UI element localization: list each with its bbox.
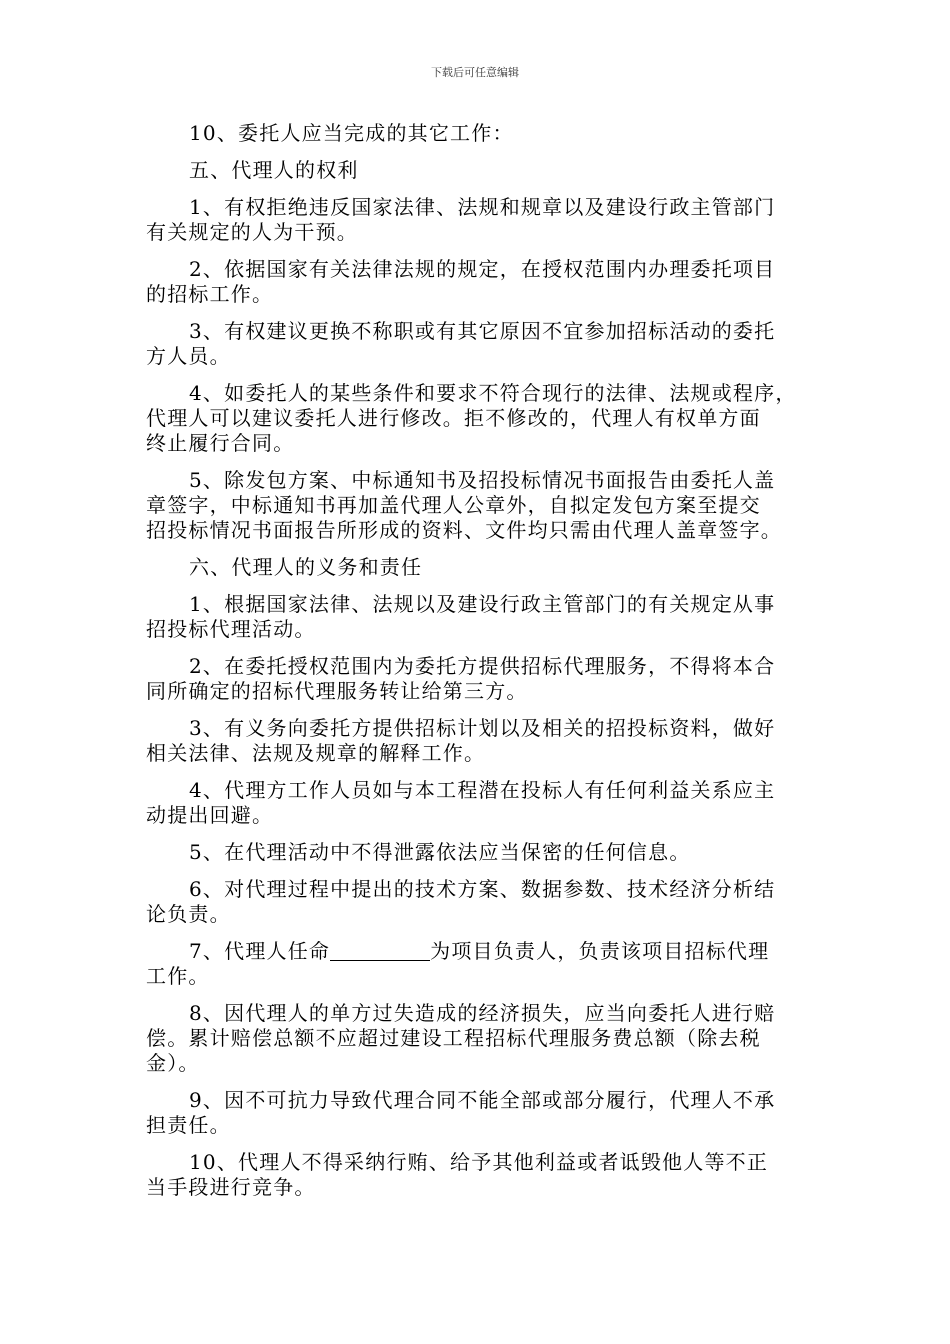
- text-line: 2、在委托授权范围内为委托方提供招标代理服务，不得将本合: [189, 654, 776, 678]
- text-line: 相关法律、法规及规章的解释工作。: [146, 741, 486, 765]
- text-line: 章签字，中标通知书再加盖代理人公章外，自拟定发包方案至提交: [146, 493, 761, 517]
- text-line: 担责任。: [146, 1113, 231, 1137]
- clause-right-5: [146, 468, 806, 543]
- text-line: 8、因代理人的单方过失造成的经济损失，应当向委托人进行赔: [189, 1001, 776, 1025]
- text-line: 当手段进行竞争。: [146, 1175, 316, 1199]
- text-line: 2、依据国家有关法律法规的规定，在授权范围内办理委托项目: [189, 257, 776, 281]
- text-line: 5、除发包方案、中标通知书及招投标情况书面报告由委托人盖: [189, 468, 776, 492]
- text-line: 五、代理人的权利: [189, 158, 359, 182]
- text-line: 终止履行合同。: [146, 431, 295, 455]
- text-line: 招投标情况书面报告所形成的资料、文件均只需由代理人盖章签字。: [146, 518, 782, 542]
- text-line: 5、在代理活动中不得泄露依法应当保密的任何信息。: [189, 840, 691, 864]
- text-line: 金）。: [146, 1051, 200, 1075]
- document-body: [146, 121, 806, 1212]
- text-line: 的招标工作。: [146, 282, 274, 306]
- clause-duty-6: [146, 877, 806, 927]
- clause-duty-1: [146, 592, 806, 642]
- text-line: 方人员。: [146, 344, 231, 368]
- clause-right-3: [146, 319, 806, 369]
- item7-before: 7、代理人任命: [189, 939, 331, 963]
- text-line: 1、根据国家法律、法规以及建设行政主管部门的有关规定从事: [189, 592, 776, 616]
- clause-right-4: [146, 381, 806, 456]
- text-line: 代理人可以建议委托人进行修改。拒不修改的，代理人有权单方面: [146, 406, 761, 430]
- clause-duty-10: [146, 1150, 806, 1200]
- text-line: 有关规定的人为干预。: [146, 220, 358, 244]
- text-line: 工作。: [146, 964, 210, 988]
- text-line: 招投标代理活动。: [146, 617, 316, 641]
- text-line: 论负责。: [146, 902, 231, 926]
- text-line: 1、有权拒绝违反国家法律、法规和规章以及建设行政主管部门: [189, 195, 776, 219]
- clause-duty-3: [146, 716, 806, 766]
- text-line: 动提出回避。: [146, 803, 274, 827]
- text-line: 4、代理方工作人员如与本工程潜在投标人有任何利益关系应主: [189, 778, 776, 802]
- text-line: [146, 939, 806, 964]
- text-line: 六、代理人的义务和责任: [189, 555, 423, 579]
- clause-right-2: [146, 257, 806, 307]
- clause-duty-8: [146, 1001, 806, 1076]
- text-line: 10、委托人应当完成的其它工作：: [189, 121, 514, 145]
- item7-after: 为项目负责人，负责该项目招标代理: [430, 939, 770, 963]
- project-manager-blank[interactable]: [330, 940, 430, 961]
- text-line: 同所确定的招标代理服务转让给第三方。: [146, 679, 528, 703]
- section-heading-agent-rights: [146, 158, 806, 183]
- clause-duty-2: [146, 654, 806, 704]
- clause-duty-4: [146, 778, 806, 828]
- section-heading-agent-duties: [146, 555, 806, 580]
- text-line: 偿。累计赔偿总额不应超过建设工程招标代理服务费总额（除去税: [146, 1026, 761, 1050]
- page-header: 下载后可任意编辑: [431, 66, 519, 79]
- text-line: 6、对代理过程中提出的技术方案、数据参数、技术经济分析结: [189, 877, 776, 901]
- clause-principal-other-work: [146, 121, 806, 146]
- text-line: 4、如委托人的某些条件和要求不符合现行的法律、法规或程序，: [189, 381, 797, 405]
- text-line: 3、有义务向委托方提供招标计划以及相关的招投标资料，做好: [189, 716, 776, 740]
- text-line: 10、代理人不得采纳行贿、给予其他利益或者诋毁他人等不正: [189, 1150, 769, 1174]
- clause-duty-9: [146, 1088, 806, 1138]
- text-line: 3、有权建议更换不称职或有其它原因不宜参加招标活动的委托: [189, 319, 776, 343]
- clause-duty-5: [146, 840, 806, 865]
- text-line: 9、因不可抗力导致代理合同不能全部或部分履行，代理人不承: [189, 1088, 776, 1112]
- clause-right-1: [146, 195, 806, 245]
- clause-duty-7: [146, 939, 806, 989]
